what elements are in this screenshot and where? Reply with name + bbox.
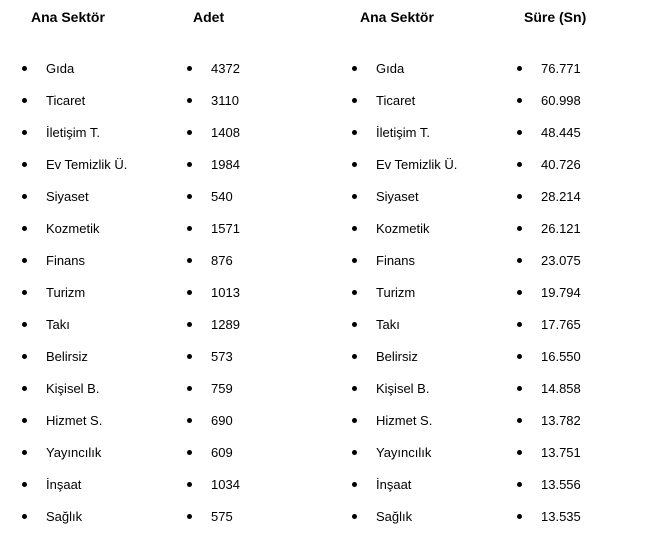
bullet-icon bbox=[517, 514, 522, 519]
bullet-icon bbox=[187, 290, 192, 295]
bullet-icon bbox=[352, 162, 357, 167]
list-item-text: 540 bbox=[211, 189, 233, 204]
bullet-icon bbox=[352, 418, 357, 423]
bullet-icon bbox=[352, 450, 357, 455]
bullet-icon bbox=[517, 258, 522, 263]
bullet-icon bbox=[22, 322, 27, 327]
bullet-icon bbox=[517, 482, 522, 487]
list-item-text: 40.726 bbox=[541, 157, 581, 172]
bullet-icon bbox=[187, 194, 192, 199]
bullet-icon bbox=[22, 386, 27, 391]
list-item-text: Kişisel B. bbox=[46, 381, 100, 396]
bullet-icon bbox=[352, 226, 357, 231]
bullet-icon bbox=[517, 194, 522, 199]
list-item-text: 17.765 bbox=[541, 317, 581, 332]
list-item-text: 575 bbox=[211, 509, 233, 524]
bullet-icon bbox=[517, 290, 522, 295]
list-item-text: Hizmet S. bbox=[376, 413, 433, 428]
list-item-text: 60.998 bbox=[541, 93, 581, 108]
list-item-text: 573 bbox=[211, 349, 233, 364]
list-item-text: 1984 bbox=[211, 157, 240, 172]
list-item-text: İletişim T. bbox=[46, 125, 100, 140]
list-item-text: 48.445 bbox=[541, 125, 581, 140]
list-item-text: Sağlık bbox=[376, 509, 413, 524]
list-item-text: 23.075 bbox=[541, 253, 581, 268]
bullet-icon bbox=[352, 386, 357, 391]
header-duration: Süre (Sn) bbox=[524, 9, 587, 25]
bullet-icon bbox=[517, 98, 522, 103]
bullet-icon bbox=[187, 482, 192, 487]
list-item-text: 3110 bbox=[211, 93, 239, 108]
list-item-text: 4372 bbox=[211, 61, 240, 76]
bullet-icon bbox=[187, 130, 192, 135]
list-item-text: 759 bbox=[211, 381, 233, 396]
list-item-text: 1034 bbox=[211, 477, 240, 492]
list-item-text: 16.550 bbox=[541, 349, 581, 364]
list-item-text: Kişisel B. bbox=[376, 381, 430, 396]
bullet-icon bbox=[187, 98, 192, 103]
list-item-text: Yayıncılık bbox=[376, 445, 432, 460]
list-item-text: Takı bbox=[376, 317, 400, 332]
list-item-text: Gıda bbox=[46, 61, 75, 76]
list-item-text: 690 bbox=[211, 413, 233, 428]
bullet-icon bbox=[517, 130, 522, 135]
list-item-text: İletişim T. bbox=[376, 125, 430, 140]
bullet-icon bbox=[22, 162, 27, 167]
list-item-text: Finans bbox=[376, 253, 416, 268]
list-item-text: Siyaset bbox=[46, 189, 89, 204]
list-item-text: İnşaat bbox=[376, 477, 412, 492]
list-item-text: 13.556 bbox=[541, 477, 581, 492]
list-item-text: Belirsiz bbox=[376, 349, 418, 364]
list-item-text: Siyaset bbox=[376, 189, 419, 204]
bullet-icon bbox=[22, 66, 27, 71]
bullet-icon bbox=[517, 386, 522, 391]
header-count: Adet bbox=[193, 9, 225, 25]
bullet-icon bbox=[22, 354, 27, 359]
header-sector-count: Ana Sektör bbox=[31, 9, 105, 25]
bullet-icon bbox=[187, 450, 192, 455]
list-item-text: 76.771 bbox=[541, 61, 581, 76]
bullet-icon bbox=[352, 98, 357, 103]
bullet-icon bbox=[187, 386, 192, 391]
bullet-icon bbox=[187, 162, 192, 167]
bullet-icon bbox=[22, 98, 27, 103]
header-sector-duration: Ana Sektör bbox=[360, 9, 434, 25]
bullet-icon bbox=[517, 354, 522, 359]
bullet-icon bbox=[187, 226, 192, 231]
list-item-text: Kozmetik bbox=[376, 221, 430, 236]
list-item-text: Turizm bbox=[376, 285, 416, 300]
bullet-icon bbox=[187, 514, 192, 519]
bullet-icon bbox=[187, 258, 192, 263]
list-item-text: İnşaat bbox=[46, 477, 82, 492]
bullet-icon bbox=[352, 258, 357, 263]
bullet-icon bbox=[517, 418, 522, 423]
list-item-text: Turizm bbox=[46, 285, 86, 300]
bullet-icon bbox=[352, 482, 357, 487]
list-item-text: 28.214 bbox=[541, 189, 581, 204]
list-item-text: 609 bbox=[211, 445, 233, 460]
bullet-icon bbox=[187, 354, 192, 359]
list-item-text: Yayıncılık bbox=[46, 445, 102, 460]
bullet-icon bbox=[517, 322, 522, 327]
list-item-text: 13.751 bbox=[541, 445, 581, 460]
list-item-text: Ticaret bbox=[376, 93, 416, 108]
list-item-text: Takı bbox=[46, 317, 70, 332]
bullet-icon bbox=[517, 226, 522, 231]
bullet-icon bbox=[22, 258, 27, 263]
list-item-text: Gıda bbox=[376, 61, 405, 76]
bullet-icon bbox=[517, 162, 522, 167]
list-item-text: 19.794 bbox=[541, 285, 581, 300]
list-item-text: 13.782 bbox=[541, 413, 581, 428]
list-item-text: Hizmet S. bbox=[46, 413, 103, 428]
bullet-icon bbox=[22, 418, 27, 423]
list-item-text: Ev Temizlik Ü. bbox=[376, 157, 458, 172]
bullet-icon bbox=[352, 322, 357, 327]
bullet-icon bbox=[22, 450, 27, 455]
list-item-text: 876 bbox=[211, 253, 233, 268]
bullet-icon bbox=[352, 354, 357, 359]
bullet-icon bbox=[187, 322, 192, 327]
bullet-icon bbox=[22, 290, 27, 295]
bullet-icon bbox=[187, 66, 192, 71]
bullet-icon bbox=[352, 514, 357, 519]
bullet-icon bbox=[187, 418, 192, 423]
bullet-icon bbox=[22, 226, 27, 231]
list-item-text: Finans bbox=[46, 253, 86, 268]
bullet-icon bbox=[22, 130, 27, 135]
list-item-text: Ticaret bbox=[46, 93, 86, 108]
list-item-text: 1289 bbox=[211, 317, 240, 332]
list-item-text: Kozmetik bbox=[46, 221, 100, 236]
bullet-icon bbox=[22, 194, 27, 199]
list-item-text: 1571 bbox=[211, 221, 240, 236]
bullet-icon bbox=[352, 66, 357, 71]
list-item-text: 14.858 bbox=[541, 381, 581, 396]
bullet-icon bbox=[517, 450, 522, 455]
list-item-text: 1013 bbox=[211, 285, 240, 300]
list-item-text: 13.535 bbox=[541, 509, 581, 524]
bullet-icon bbox=[352, 194, 357, 199]
list-item-text: Ev Temizlik Ü. bbox=[46, 157, 128, 172]
bullet-icon bbox=[517, 66, 522, 71]
bullet-icon bbox=[352, 130, 357, 135]
bullet-icon bbox=[22, 514, 27, 519]
bullet-icon bbox=[22, 482, 27, 487]
list-item-text: Sağlık bbox=[46, 509, 83, 524]
list-item-text: 1408 bbox=[211, 125, 240, 140]
list-item-text: 26.121 bbox=[541, 221, 581, 236]
bullet-icon bbox=[352, 290, 357, 295]
list-item-text: Belirsiz bbox=[46, 349, 88, 364]
